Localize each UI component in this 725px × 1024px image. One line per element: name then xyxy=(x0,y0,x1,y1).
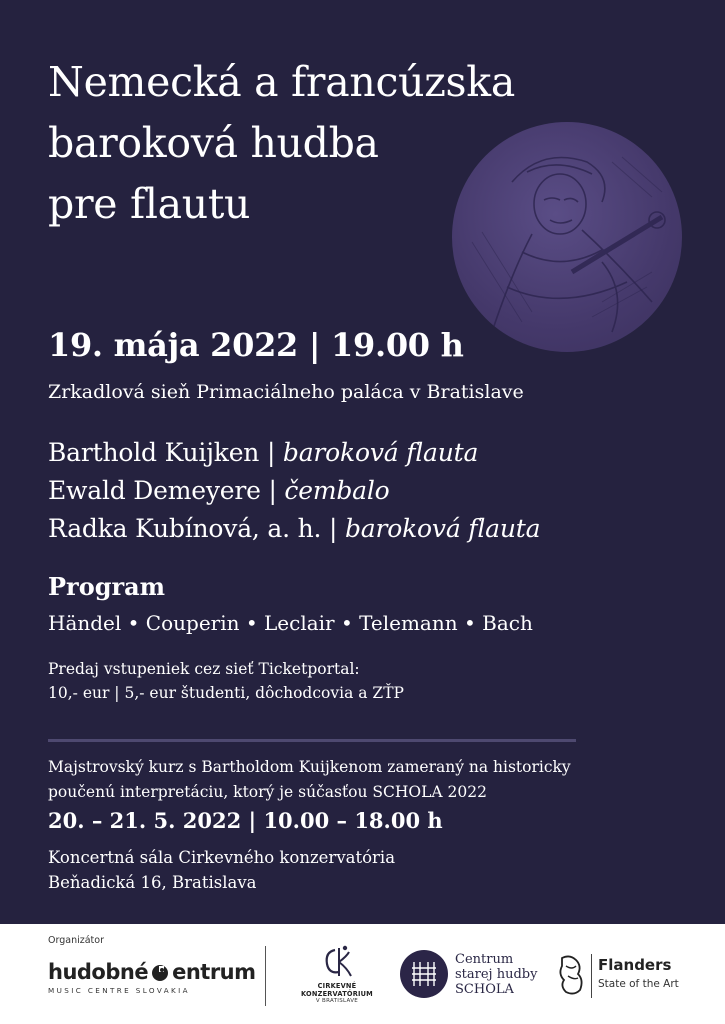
flanders-tagline: State of the Art xyxy=(598,978,679,990)
masterclass-venue-line: Beňadická 16, Bratislava xyxy=(48,873,257,892)
masterclass-line: poučenú interpretáciu, ktorý je súčasťou SCHOLA 2022 xyxy=(48,783,487,801)
ck-monogram-icon xyxy=(319,942,355,982)
title-line-1: Nemecká a francúzska xyxy=(48,58,515,106)
performer-name: Radka Kubínová, a. h. | xyxy=(48,514,345,543)
hc-logo-right: entrum xyxy=(172,960,256,984)
masterclass-venue-line: Koncertná sála Cirkevného konzervatória xyxy=(48,848,396,867)
ck-logo-city: V BRATISLAVE xyxy=(315,998,359,1004)
hc-logo-subtitle: MUSIC CENTRE SLOVAKIA xyxy=(48,986,190,995)
flutist-engraving-image xyxy=(452,122,682,352)
masterclass-line: Majstrovský kurz s Bartholdom Kuijkenom zameraný na historicky xyxy=(48,758,571,776)
concert-venue: Zrkadlová sieň Primaciálneho paláca v Bratislave xyxy=(48,381,524,403)
performer-role: čembalo xyxy=(284,476,390,505)
lion-icon xyxy=(556,952,586,998)
program-composers: Händel • Couperin • Leclair • Telemann • Bach xyxy=(48,611,533,635)
ck-logo-name: CIRKEVNÉ KONZERVATÓRIUM xyxy=(301,982,373,998)
ticket-line: Predaj vstupeniek cez sieť Ticketportal: xyxy=(48,660,360,678)
masterclass-venue xyxy=(48,845,395,895)
title-line-3: pre flautu xyxy=(48,180,251,228)
organizer-label: Organizátor xyxy=(48,935,104,946)
hudobne-centrum-logo xyxy=(48,960,256,1010)
concert-date-time: 19. mája 2022 | 19.00 h xyxy=(48,326,464,364)
schola-logo xyxy=(400,950,545,1002)
sponsor-footer xyxy=(0,924,725,1024)
hc-logo-left: hudobné xyxy=(48,960,149,984)
performer-item xyxy=(48,434,540,472)
flanders-separator xyxy=(591,954,592,998)
section-divider xyxy=(48,739,576,742)
flanders-logo xyxy=(556,952,706,1002)
performer-item xyxy=(48,510,540,548)
masterclass-description xyxy=(48,755,571,805)
performer-list xyxy=(48,434,540,548)
cirkevne-konzervatorium-logo xyxy=(292,942,382,1022)
title-line-2: baroková hudba xyxy=(48,119,379,167)
flanders-name: Flanders xyxy=(598,956,672,974)
performer-name: Barthold Kuijken | xyxy=(48,438,283,467)
logo-separator xyxy=(265,946,266,1006)
ticket-prices: 10,- eur | 5,- eur študenti, dôchodcovia a ZŤP xyxy=(48,684,404,702)
schola-emblem-icon xyxy=(400,950,448,998)
performer-name: Ewald Demeyere | xyxy=(48,476,285,505)
performer-role: baroková flauta xyxy=(282,438,479,467)
c-note-icon xyxy=(150,962,170,982)
program-heading: Program xyxy=(48,572,166,601)
performer-item xyxy=(48,472,540,510)
performer-role: baroková flauta xyxy=(344,514,541,543)
masterclass-dates: 20. – 21. 5. 2022 | 10.00 – 18.00 h xyxy=(48,808,443,833)
engraving-figure xyxy=(452,122,682,352)
schola-logo-text: Centrum starej hudby SCHOLA xyxy=(455,952,538,997)
ticket-info xyxy=(48,657,404,705)
